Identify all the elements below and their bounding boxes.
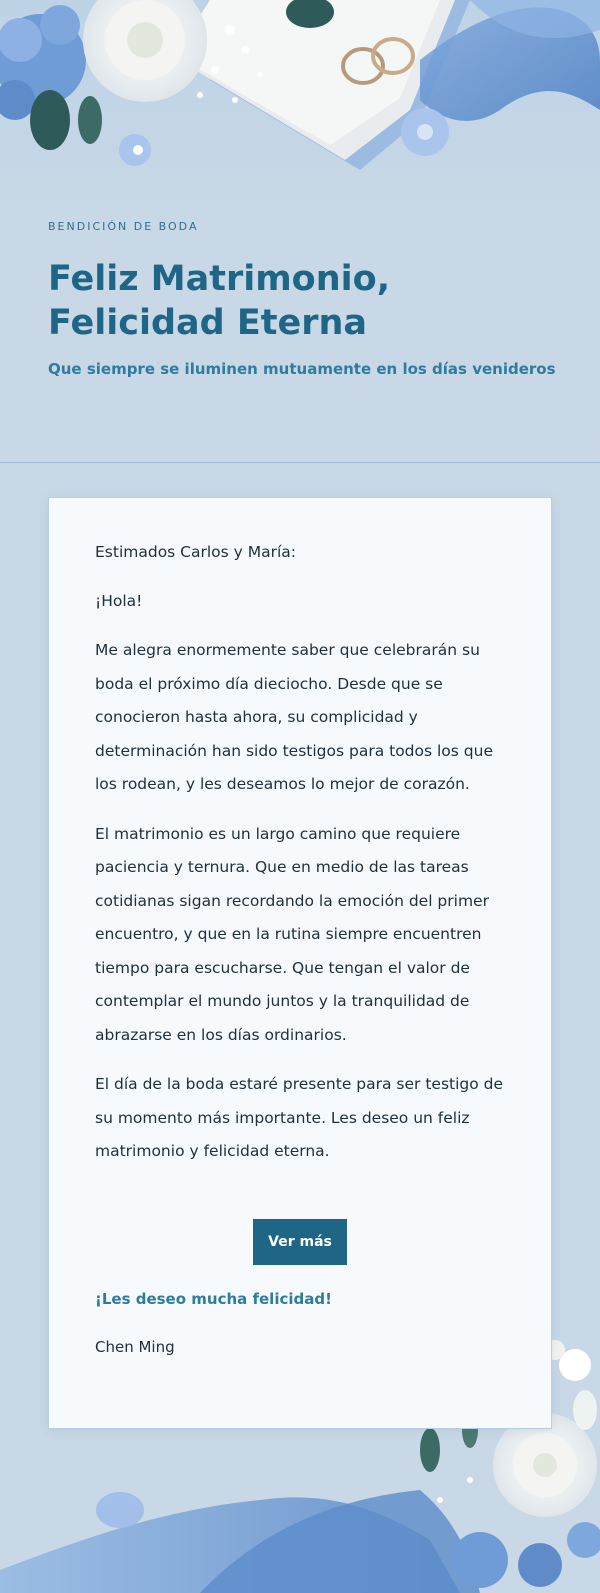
letter-paragraph: El día de la boda estaré presente para ser testigo de su momento más importante. Les deseo un feliz matrimonio y felicidad eterna.	[95, 1075, 504, 1160]
section-divider	[0, 462, 600, 463]
letter-hello: ¡Hola!	[95, 592, 143, 610]
letter-body	[95, 536, 511, 1185]
letter-card	[48, 497, 552, 1429]
hero-illustration	[0, 0, 600, 230]
eyebrow-label: BENDICIÓN DE BODA	[48, 220, 199, 233]
letter-greeting: Estimados Carlos y María:	[95, 543, 297, 561]
page-title: Feliz Matrimonio, Felicidad Eterna	[48, 259, 390, 343]
closing-wish: ¡Les deseo mucha felicidad!	[95, 1290, 332, 1308]
letter-paragraph: Me alegra enormemente saber que celebrarán su boda el próximo día dieciocho. Desde que se conocieron hasta ahora, su complicidad y determinación han sido testigos para todos los que los rodean, y les deseamos lo mejor de corazón.	[95, 641, 493, 793]
signature: Chen Ming	[95, 1338, 175, 1356]
page-subtitle: Que siempre se iluminen mutuamente en los días venideros	[48, 360, 556, 378]
see-more-button[interactable]: Ver más	[253, 1219, 347, 1265]
letter-paragraph: El matrimonio es un largo camino que requiere paciencia y ternura. Que en medio de las tareas cotidianas sigan recordando la emoción del primer encuentro, y que en la rutina siempre encuentren tiempo para escucharse. Que tengan el valor de contemplar el mundo juntos y la tranquilidad de abrazarse en los días ordinarios.	[95, 824, 489, 1044]
footer-ribbon-image	[0, 1490, 480, 1593]
